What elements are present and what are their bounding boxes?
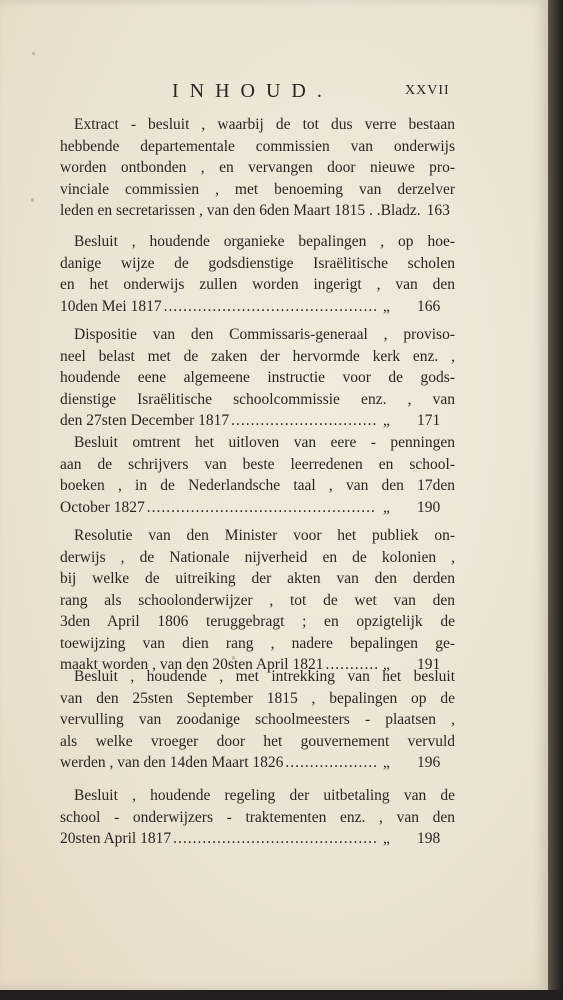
entry-last-line <box>60 200 455 222</box>
entry-line: October 1827 <box>60 498 145 516</box>
leader-dots <box>173 828 377 850</box>
entry-line: Besluit , houdende regeling der uitbetaling van de <box>74 787 455 804</box>
entry-line: bij welke de uitreiking der akten van den derden <box>60 570 455 587</box>
entry-line: Besluit , houdende , met intrekking van het besluit <box>74 668 455 685</box>
entry-line: leden en secretarissen , van den 6den Maart 1815 . . <box>60 202 381 219</box>
entry-line: als welke vroeger door het gouvernement vervuld <box>60 732 455 750</box>
entry-line: 10den Mei 1817 <box>60 297 162 315</box>
book-edge <box>548 0 563 1000</box>
entry-line: vinciale commissien , met benoeming van derzelver <box>60 180 455 198</box>
page-reference-number: 191 <box>417 656 441 673</box>
entry-line: derwijs , de Nationale nijverheid en de kolonien , <box>60 548 455 566</box>
page-reference-number: 190 <box>417 498 441 516</box>
ink-speck <box>31 198 34 202</box>
leader-dots <box>231 410 377 432</box>
entry-line: houdende eene algemeene instructie voor de gods- <box>60 369 455 386</box>
entry-last-line <box>60 828 455 850</box>
entry-last-line <box>60 296 455 318</box>
ditto-mark: „ <box>383 412 390 429</box>
page-reference-number: 163 <box>426 202 450 219</box>
toc-entry <box>60 785 455 850</box>
toc-entry <box>60 525 455 676</box>
entry-line: Besluit , houdende organieke bepalingen , op hoe- <box>74 233 455 250</box>
entry-line: Besluit omtrent het uitloven van eere - penningen <box>74 434 455 451</box>
leader-dots <box>164 296 377 318</box>
ink-speck <box>32 52 35 55</box>
leader-dots <box>147 497 377 519</box>
entry-last-line <box>60 410 455 432</box>
ditto-mark: „ <box>383 656 390 673</box>
entry-line: worden ontbonden , en vervangen door nieuwe pro- <box>60 159 455 176</box>
entry-line: neel belast met de zaken der hervormde kerk enz. , <box>60 347 455 365</box>
ditto-mark: „ <box>383 498 390 516</box>
page-reference-number: 166 <box>417 297 441 315</box>
entry-line: van den 25sten September 1815 , bepalingen op de <box>60 689 455 707</box>
entry-line: aan de schrijvers van beste leerredenen en school- <box>60 455 455 473</box>
page-reference-number: 198 <box>417 830 441 847</box>
entry-line: werden , van den 14den Maart 1826 <box>60 754 284 771</box>
toc-entry <box>60 432 455 518</box>
page-number: XXVII <box>405 83 450 98</box>
page-reference-number: 171 <box>417 412 441 429</box>
entry-line: en het onderwijs zullen worden ingerigt , van den <box>60 276 455 293</box>
entry-line: vervulling van zoodanige schoolmeesters - plaatsen , <box>60 711 455 728</box>
ditto-mark: „ <box>383 830 390 847</box>
toc-entry <box>60 231 455 317</box>
entry-last-line <box>60 752 455 774</box>
page-reference-number: 196 <box>417 754 441 771</box>
entry-line: Extract - besluit , waarbij de tot dus verre bestaan <box>74 116 455 133</box>
entry-line: boeken , in de Nederlandsche taal , van den 17den <box>60 477 455 494</box>
scan-border <box>0 990 563 1000</box>
toc-entry <box>60 114 455 222</box>
entry-last-line <box>60 497 455 519</box>
entry-line: toewijzing van dien rang , nadere bepalingen ge- <box>60 634 455 652</box>
entry-line: 20sten April 1817 <box>60 830 172 847</box>
entry-line: den 27sten December 1817 <box>60 412 230 429</box>
entry-line: dienstige Israëlitische schoolcommissie enz. , van <box>60 390 455 408</box>
entry-line: Resolutie van den Minister voor het publiek on- <box>74 527 455 544</box>
entry-line: Dispositie van den Commissaris-generaal , proviso- <box>74 326 455 343</box>
entry-line: 3den April 1806 teruggebragt ; en opzigtelijk de <box>60 613 455 630</box>
ditto-mark: „ <box>383 754 390 771</box>
page-title: INHOUD. <box>172 80 333 102</box>
entry-line: maakt worden , van den 20sten April 1821 <box>60 656 324 673</box>
ink-speck <box>232 656 235 660</box>
toc-entry <box>60 324 455 432</box>
entry-line: danige wijze de godsdienstige Israëlitische scholen <box>60 254 455 272</box>
toc-entry <box>60 666 455 774</box>
leader-dots <box>285 752 377 774</box>
entry-line: rang als schoolonderwijzer , tot de wet van den <box>60 591 455 609</box>
page-reference-label: Bladz. <box>380 202 421 219</box>
ditto-mark: „ <box>383 297 390 315</box>
entry-line: hebbende departementale commissien van onderwijs <box>60 137 455 155</box>
entry-line: school - onderwijzers - traktementen enz. , van den <box>60 808 455 826</box>
page-header <box>0 80 548 104</box>
